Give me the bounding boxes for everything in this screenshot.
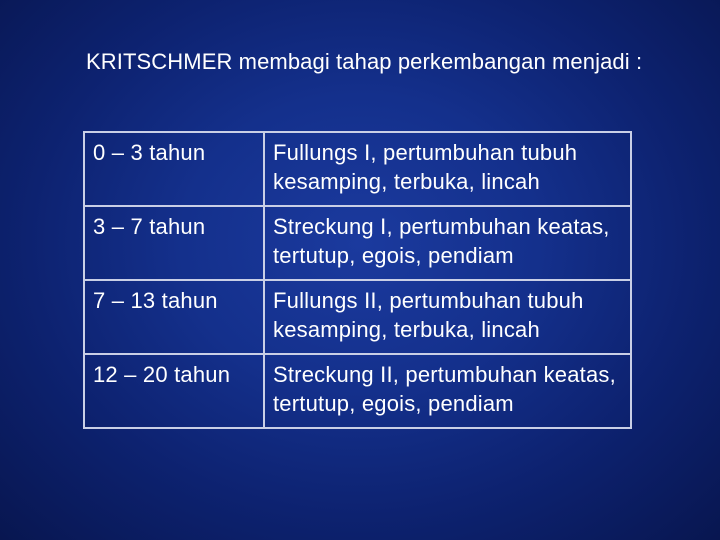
slide-title: KRITSCHMER membagi tahap perkembangan menjadi : bbox=[86, 49, 643, 74]
table-row bbox=[84, 280, 631, 354]
stage-description-cell: Fullungs II, pertumbuhan tubuh kesamping, terbuka, lincah bbox=[264, 280, 631, 354]
stage-description-cell: Streckung II, pertumbuhan keatas, tertutup, egois, pendiam bbox=[264, 354, 631, 428]
table-row bbox=[84, 354, 631, 428]
table-row bbox=[84, 132, 631, 206]
table-row bbox=[84, 206, 631, 280]
development-stage-table bbox=[83, 131, 632, 429]
stage-description-cell: Streckung I, pertumbuhan keatas, tertutup, egois, pendiam bbox=[264, 206, 631, 280]
age-range-cell: 7 – 13 tahun bbox=[84, 280, 264, 354]
stage-description-cell: Fullungs I, pertumbuhan tubuh kesamping, terbuka, lincah bbox=[264, 132, 631, 206]
age-range-cell: 0 – 3 tahun bbox=[84, 132, 264, 206]
age-range-cell: 12 – 20 tahun bbox=[84, 354, 264, 428]
age-range-cell: 3 – 7 tahun bbox=[84, 206, 264, 280]
